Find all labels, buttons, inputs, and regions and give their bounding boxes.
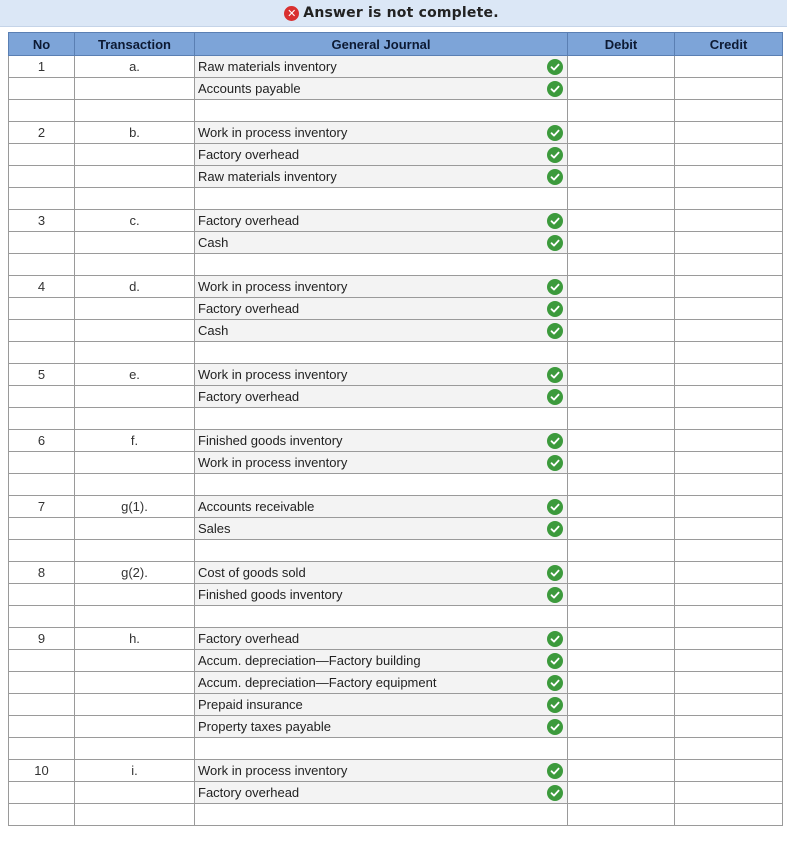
correct-check-icon xyxy=(547,697,563,713)
account-select-cell[interactable] xyxy=(195,232,568,254)
account-select-cell[interactable] xyxy=(195,782,568,804)
entry-number-cell: 1 xyxy=(9,56,75,78)
account-name: Work in process inventory xyxy=(198,455,348,470)
credit-input-cell[interactable] xyxy=(675,782,783,804)
entry-number-cell: 3 xyxy=(9,210,75,232)
debit-input-cell[interactable] xyxy=(568,298,675,320)
entry-number-cell xyxy=(9,716,75,738)
header-no: No xyxy=(9,33,75,56)
entry-number-cell xyxy=(9,386,75,408)
debit-input-cell[interactable] xyxy=(568,386,675,408)
journal-row xyxy=(9,782,783,804)
entry-number-cell xyxy=(9,232,75,254)
journal-row xyxy=(9,628,783,650)
account-select-cell[interactable] xyxy=(195,144,568,166)
journal-row xyxy=(9,298,783,320)
entry-number-cell xyxy=(9,408,75,430)
correct-check-icon xyxy=(547,455,563,471)
credit-input-cell[interactable] xyxy=(675,210,783,232)
account-name: Accum. depreciation—Factory equipment xyxy=(198,675,437,690)
journal-row xyxy=(9,276,783,298)
journal-row xyxy=(9,496,783,518)
journal-blank-row xyxy=(9,474,783,496)
entry-number-cell xyxy=(9,474,75,496)
correct-check-icon xyxy=(547,301,563,317)
entry-number-cell: 4 xyxy=(9,276,75,298)
transaction-cell: d. xyxy=(75,276,195,298)
transaction-cell xyxy=(75,188,195,210)
account-select-cell[interactable] xyxy=(195,430,568,452)
account-select-cell[interactable] xyxy=(195,78,568,100)
credit-input-cell[interactable] xyxy=(675,452,783,474)
account-select-cell[interactable] xyxy=(195,254,568,276)
credit-input-cell[interactable] xyxy=(675,738,783,760)
account-name: Cash xyxy=(198,235,229,250)
account-select-cell[interactable] xyxy=(195,298,568,320)
account-name: Accounts receivable xyxy=(198,499,315,514)
transaction-cell: g(1). xyxy=(75,496,195,518)
account-select-cell[interactable] xyxy=(195,342,568,364)
credit-input-cell[interactable] xyxy=(675,56,783,78)
entry-number-cell xyxy=(9,78,75,100)
account-select-cell[interactable] xyxy=(195,562,568,584)
debit-input-cell[interactable] xyxy=(568,100,675,122)
transaction-cell xyxy=(75,342,195,364)
transaction-cell: f. xyxy=(75,430,195,452)
credit-input-cell[interactable] xyxy=(675,78,783,100)
correct-check-icon xyxy=(547,213,563,229)
account-name: Factory overhead xyxy=(198,213,300,228)
debit-input-cell[interactable] xyxy=(568,364,675,386)
transaction-cell xyxy=(75,144,195,166)
journal-row xyxy=(9,56,783,78)
account-name: Work in process inventory xyxy=(198,763,348,778)
account-select-cell[interactable] xyxy=(195,364,568,386)
banner-content xyxy=(284,5,498,21)
journal-blank-row xyxy=(9,188,783,210)
account-select-cell[interactable] xyxy=(195,584,568,606)
account-select-cell[interactable] xyxy=(195,210,568,232)
journal-row xyxy=(9,584,783,606)
entry-number-cell xyxy=(9,804,75,826)
entry-number-cell xyxy=(9,650,75,672)
account-name: Cash xyxy=(198,323,229,338)
debit-input-cell[interactable] xyxy=(568,694,675,716)
journal-body xyxy=(9,56,783,826)
account-name: Factory overhead xyxy=(198,147,300,162)
debit-input-cell[interactable] xyxy=(568,320,675,342)
journal-row xyxy=(9,386,783,408)
correct-check-icon xyxy=(547,631,563,647)
header-transaction: Transaction xyxy=(75,33,195,56)
correct-check-icon xyxy=(547,433,563,449)
correct-check-icon xyxy=(547,719,563,735)
debit-input-cell[interactable] xyxy=(568,452,675,474)
account-name: Prepaid insurance xyxy=(198,697,303,712)
debit-input-cell[interactable] xyxy=(568,78,675,100)
correct-check-icon xyxy=(547,763,563,779)
credit-input-cell[interactable] xyxy=(675,408,783,430)
account-select-cell[interactable] xyxy=(195,606,568,628)
transaction-cell xyxy=(75,672,195,694)
account-name: Finished goods inventory xyxy=(198,587,343,602)
account-select-cell[interactable] xyxy=(195,188,568,210)
account-name: Accounts payable xyxy=(198,81,301,96)
credit-input-cell[interactable] xyxy=(675,540,783,562)
banner-text: Answer is not complete. xyxy=(303,5,499,21)
debit-input-cell[interactable] xyxy=(568,738,675,760)
account-select-cell[interactable] xyxy=(195,320,568,342)
account-select-cell[interactable] xyxy=(195,408,568,430)
transaction-cell: c. xyxy=(75,210,195,232)
entry-number-cell xyxy=(9,298,75,320)
credit-input-cell[interactable] xyxy=(675,518,783,540)
header-debit: Debit xyxy=(568,33,675,56)
debit-input-cell[interactable] xyxy=(568,430,675,452)
journal-row xyxy=(9,122,783,144)
entry-number-cell xyxy=(9,672,75,694)
debit-input-cell[interactable] xyxy=(568,254,675,276)
transaction-cell xyxy=(75,452,195,474)
transaction-cell xyxy=(75,254,195,276)
debit-input-cell[interactable] xyxy=(568,210,675,232)
entry-number-cell xyxy=(9,694,75,716)
transaction-cell xyxy=(75,584,195,606)
correct-check-icon xyxy=(547,653,563,669)
correct-check-icon xyxy=(547,59,563,75)
correct-check-icon xyxy=(547,235,563,251)
debit-input-cell[interactable] xyxy=(568,496,675,518)
account-select-cell[interactable] xyxy=(195,672,568,694)
journal-row xyxy=(9,144,783,166)
debit-input-cell[interactable] xyxy=(568,474,675,496)
journal-row xyxy=(9,562,783,584)
credit-input-cell[interactable] xyxy=(675,342,783,364)
transaction-cell xyxy=(75,78,195,100)
account-select-cell[interactable] xyxy=(195,452,568,474)
correct-check-icon xyxy=(547,675,563,691)
transaction-cell xyxy=(75,738,195,760)
debit-input-cell[interactable] xyxy=(568,408,675,430)
account-select-cell[interactable] xyxy=(195,496,568,518)
journal-row xyxy=(9,518,783,540)
transaction-cell: h. xyxy=(75,628,195,650)
general-journal-table xyxy=(8,32,783,826)
transaction-cell xyxy=(75,606,195,628)
debit-input-cell[interactable] xyxy=(568,518,675,540)
transaction-cell xyxy=(75,650,195,672)
credit-input-cell[interactable] xyxy=(675,144,783,166)
account-select-cell[interactable] xyxy=(195,166,568,188)
account-name: Work in process inventory xyxy=(198,279,348,294)
entry-number-cell xyxy=(9,144,75,166)
journal-blank-row xyxy=(9,408,783,430)
account-name: Raw materials inventory xyxy=(198,169,337,184)
transaction-cell: g(2). xyxy=(75,562,195,584)
journal-row xyxy=(9,694,783,716)
credit-input-cell[interactable] xyxy=(675,232,783,254)
account-name: Work in process inventory xyxy=(198,125,348,140)
account-name: Factory overhead xyxy=(198,389,300,404)
debit-input-cell[interactable] xyxy=(568,166,675,188)
credit-input-cell[interactable] xyxy=(675,672,783,694)
account-select-cell[interactable] xyxy=(195,760,568,782)
correct-check-icon xyxy=(547,389,563,405)
journal-blank-row xyxy=(9,342,783,364)
credit-input-cell[interactable] xyxy=(675,606,783,628)
debit-input-cell[interactable] xyxy=(568,188,675,210)
transaction-cell xyxy=(75,298,195,320)
credit-input-cell[interactable] xyxy=(675,694,783,716)
correct-check-icon xyxy=(547,499,563,515)
credit-input-cell[interactable] xyxy=(675,122,783,144)
transaction-cell xyxy=(75,694,195,716)
entry-number-cell: 5 xyxy=(9,364,75,386)
account-select-cell[interactable] xyxy=(195,650,568,672)
account-name: Property taxes payable xyxy=(198,719,331,734)
correct-check-icon xyxy=(547,169,563,185)
entry-number-cell xyxy=(9,606,75,628)
transaction-cell xyxy=(75,100,195,122)
transaction-cell xyxy=(75,716,195,738)
credit-input-cell[interactable] xyxy=(675,628,783,650)
debit-input-cell[interactable] xyxy=(568,716,675,738)
entry-number-cell: 8 xyxy=(9,562,75,584)
journal-blank-row xyxy=(9,606,783,628)
header-general-journal: General Journal xyxy=(195,33,568,56)
correct-check-icon xyxy=(547,279,563,295)
credit-input-cell[interactable] xyxy=(675,254,783,276)
journal-row xyxy=(9,78,783,100)
account-select-cell[interactable] xyxy=(195,386,568,408)
account-select-cell[interactable] xyxy=(195,56,568,78)
credit-input-cell[interactable] xyxy=(675,298,783,320)
credit-input-cell[interactable] xyxy=(675,474,783,496)
correct-check-icon xyxy=(547,125,563,141)
entry-number-cell xyxy=(9,100,75,122)
journal-row xyxy=(9,364,783,386)
journal-row xyxy=(9,716,783,738)
journal-blank-row xyxy=(9,254,783,276)
transaction-cell xyxy=(75,386,195,408)
entry-number-cell xyxy=(9,584,75,606)
entry-number-cell xyxy=(9,188,75,210)
table-header-row xyxy=(9,33,783,56)
account-name: Factory overhead xyxy=(198,301,300,316)
debit-input-cell[interactable] xyxy=(568,672,675,694)
journal-row xyxy=(9,760,783,782)
correct-check-icon xyxy=(547,81,563,97)
entry-number-cell xyxy=(9,540,75,562)
entry-number-cell xyxy=(9,518,75,540)
account-name: Raw materials inventory xyxy=(198,59,337,74)
credit-input-cell[interactable] xyxy=(675,166,783,188)
journal-blank-row xyxy=(9,738,783,760)
account-name: Accum. depreciation—Factory building xyxy=(198,653,421,668)
correct-check-icon xyxy=(547,521,563,537)
credit-input-cell[interactable] xyxy=(675,188,783,210)
correct-check-icon xyxy=(547,147,563,163)
journal-row xyxy=(9,672,783,694)
entry-number-cell: 6 xyxy=(9,430,75,452)
account-select-cell[interactable] xyxy=(195,100,568,122)
account-select-cell[interactable] xyxy=(195,474,568,496)
transaction-cell: i. xyxy=(75,760,195,782)
account-select-cell[interactable] xyxy=(195,540,568,562)
entry-number-cell xyxy=(9,782,75,804)
entry-number-cell xyxy=(9,452,75,474)
transaction-cell: e. xyxy=(75,364,195,386)
correct-check-icon xyxy=(547,587,563,603)
journal-row xyxy=(9,650,783,672)
entry-number-cell xyxy=(9,320,75,342)
credit-input-cell[interactable] xyxy=(675,276,783,298)
debit-input-cell[interactable] xyxy=(568,650,675,672)
entry-number-cell xyxy=(9,738,75,760)
debit-input-cell[interactable] xyxy=(568,606,675,628)
debit-input-cell[interactable] xyxy=(568,562,675,584)
transaction-cell xyxy=(75,474,195,496)
credit-input-cell[interactable] xyxy=(675,584,783,606)
journal-row xyxy=(9,430,783,452)
transaction-cell xyxy=(75,320,195,342)
error-x-icon: ✕ xyxy=(284,6,299,21)
journal-row xyxy=(9,452,783,474)
account-select-cell[interactable] xyxy=(195,716,568,738)
transaction-cell xyxy=(75,540,195,562)
credit-input-cell[interactable] xyxy=(675,430,783,452)
transaction-cell: b. xyxy=(75,122,195,144)
entry-number-cell xyxy=(9,342,75,364)
credit-input-cell[interactable] xyxy=(675,650,783,672)
account-select-cell[interactable] xyxy=(195,804,568,826)
entry-number-cell: 7 xyxy=(9,496,75,518)
account-select-cell[interactable] xyxy=(195,694,568,716)
credit-input-cell[interactable] xyxy=(675,364,783,386)
transaction-cell xyxy=(75,804,195,826)
debit-input-cell[interactable] xyxy=(568,540,675,562)
account-select-cell[interactable] xyxy=(195,518,568,540)
account-select-cell[interactable] xyxy=(195,122,568,144)
account-select-cell[interactable] xyxy=(195,628,568,650)
credit-input-cell[interactable] xyxy=(675,760,783,782)
answer-status-banner xyxy=(0,0,787,27)
correct-check-icon xyxy=(547,785,563,801)
debit-input-cell[interactable] xyxy=(568,804,675,826)
debit-input-cell[interactable] xyxy=(568,584,675,606)
journal-row xyxy=(9,232,783,254)
debit-input-cell[interactable] xyxy=(568,342,675,364)
credit-input-cell[interactable] xyxy=(675,804,783,826)
transaction-cell xyxy=(75,232,195,254)
credit-input-cell[interactable] xyxy=(675,100,783,122)
debit-input-cell[interactable] xyxy=(568,276,675,298)
journal-blank-row xyxy=(9,100,783,122)
transaction-cell: a. xyxy=(75,56,195,78)
journal-row xyxy=(9,320,783,342)
transaction-cell xyxy=(75,166,195,188)
transaction-cell xyxy=(75,408,195,430)
account-name: Sales xyxy=(198,521,231,536)
account-select-cell[interactable] xyxy=(195,276,568,298)
journal-blank-row xyxy=(9,804,783,826)
credit-input-cell[interactable] xyxy=(675,716,783,738)
journal-row xyxy=(9,210,783,232)
journal-row xyxy=(9,166,783,188)
correct-check-icon xyxy=(547,323,563,339)
journal-blank-row xyxy=(9,540,783,562)
account-name: Factory overhead xyxy=(198,631,300,646)
correct-check-icon xyxy=(547,367,563,383)
debit-input-cell[interactable] xyxy=(568,628,675,650)
account-name: Factory overhead xyxy=(198,785,300,800)
credit-input-cell[interactable] xyxy=(675,386,783,408)
credit-input-cell[interactable] xyxy=(675,320,783,342)
entry-number-cell xyxy=(9,254,75,276)
credit-input-cell[interactable] xyxy=(675,496,783,518)
account-select-cell[interactable] xyxy=(195,738,568,760)
debit-input-cell[interactable] xyxy=(568,144,675,166)
debit-input-cell[interactable] xyxy=(568,782,675,804)
debit-input-cell[interactable] xyxy=(568,232,675,254)
entry-number-cell: 10 xyxy=(9,760,75,782)
entry-number-cell: 2 xyxy=(9,122,75,144)
entry-number-cell: 9 xyxy=(9,628,75,650)
debit-input-cell[interactable] xyxy=(568,56,675,78)
credit-input-cell[interactable] xyxy=(675,562,783,584)
account-name: Finished goods inventory xyxy=(198,433,343,448)
transaction-cell xyxy=(75,518,195,540)
entry-number-cell xyxy=(9,166,75,188)
debit-input-cell[interactable] xyxy=(568,122,675,144)
header-credit: Credit xyxy=(675,33,783,56)
correct-check-icon xyxy=(547,565,563,581)
debit-input-cell[interactable] xyxy=(568,760,675,782)
account-name: Cost of goods sold xyxy=(198,565,306,580)
transaction-cell xyxy=(75,782,195,804)
account-name: Work in process inventory xyxy=(198,367,348,382)
